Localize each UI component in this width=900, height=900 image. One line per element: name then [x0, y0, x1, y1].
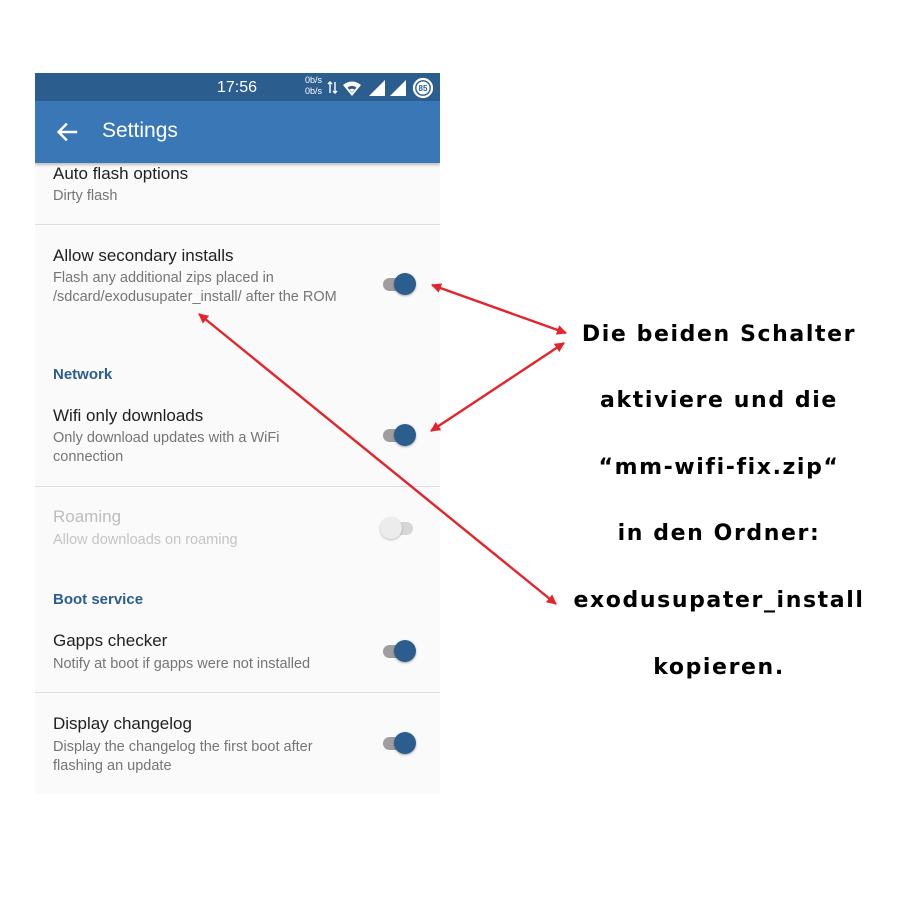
- arrow-secondary-installs: [432, 285, 566, 333]
- status-time: 17:56: [217, 79, 258, 96]
- pref-title: Gapps checker: [53, 631, 168, 650]
- arrow-wifi-only: [431, 343, 564, 431]
- annotation-line: kopieren.: [653, 655, 785, 680]
- pref-summary: Only download updates with a WiFi connection: [53, 430, 280, 465]
- pref-title: Wifi only downloads: [53, 406, 204, 425]
- pref-summary: Dirty flash: [53, 188, 118, 204]
- pref-title: Roaming: [53, 507, 122, 526]
- battery-level: 85: [418, 84, 428, 93]
- pref-title: Auto flash options: [53, 164, 189, 183]
- category-boot-service: Boot service: [53, 591, 144, 608]
- annotation-line: exodusupater_install: [573, 588, 865, 613]
- pref-summary: Allow downloads on roaming: [53, 532, 238, 548]
- page-title: Settings: [102, 119, 178, 142]
- net-down-speed: 0b/s: [305, 86, 323, 96]
- pref-summary: Display the changelog the first boot after flashing an update: [53, 739, 313, 774]
- annotation-line: Die beiden Schalter: [581, 322, 857, 347]
- annotation-line: in den Ordner:: [617, 521, 821, 546]
- pref-title: Allow secondary installs: [53, 246, 234, 265]
- pref-title: Display changelog: [53, 714, 192, 733]
- pref-summary: Notify at boot if gapps were not installed: [53, 656, 311, 672]
- arrow-install-folder: [199, 314, 556, 604]
- pref-summary: Flash any additional zips placed in /sdcard/exodusupater_install/ after the ROM: [53, 270, 337, 305]
- category-network: Network: [53, 366, 113, 383]
- annotation-line: “mm-wifi-fix.zip“: [598, 455, 840, 480]
- net-up-speed: 0b/s: [305, 75, 323, 85]
- annotation-line: aktiviere und die: [600, 388, 838, 413]
